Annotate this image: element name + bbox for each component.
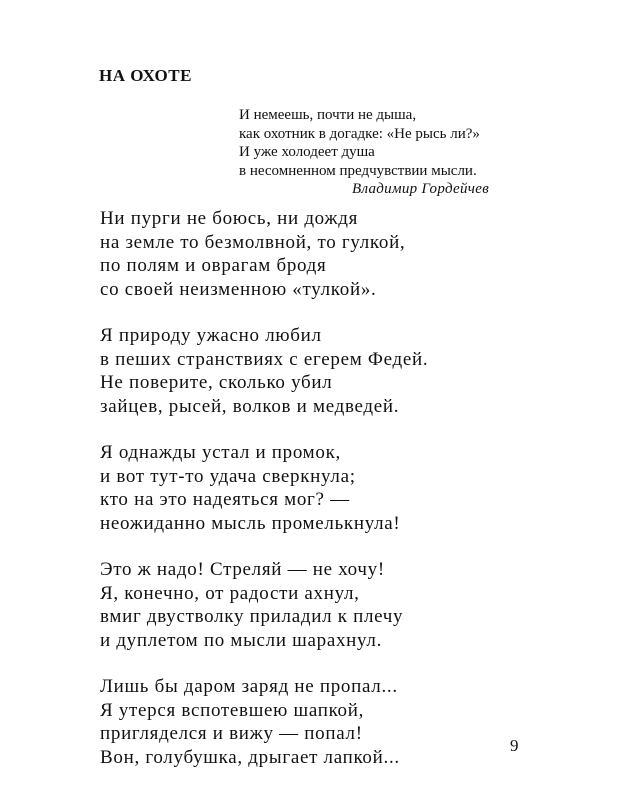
page-number: 9 — [510, 736, 519, 755]
poem-title: НА ОХОТЕ — [99, 66, 192, 85]
poem-line: Ни пурги не боюсь, ни дождя — [100, 208, 359, 229]
poem-line: Не поверите, сколько убил — [100, 372, 333, 393]
poem-line: вмиг двустволку приладил к плечу — [100, 606, 404, 627]
poem-line: Я природу ужасно любил — [100, 325, 322, 346]
stanza — [100, 558, 540, 652]
stanza — [100, 441, 540, 535]
poem-line: со своей неизменною «тулкой». — [100, 278, 377, 300]
epigraph-line: в несомненном предчувствии мысли. — [239, 162, 477, 179]
poem-line: и дуплетом по мысли шарахнул. — [100, 629, 383, 651]
epigraph-line: И немеешь, почти не дыша, — [239, 107, 417, 123]
poem-line: неожиданно мысль промелькнула! — [100, 512, 401, 534]
poem-line: Я, конечно, от радости ахнул, — [100, 582, 360, 604]
stanza — [100, 675, 540, 769]
poem-line: на земле то безмолвной, то гулкой, — [100, 231, 406, 253]
poem-line: Это ж надо! Стреляй — не хочу! — [100, 559, 385, 580]
stanza — [100, 207, 540, 301]
poem-body — [100, 207, 540, 792]
epigraph-line: И уже холодеет душа — [239, 144, 375, 160]
poem-line: пригляделся и вижу — попал! — [100, 723, 363, 744]
epigraph-line: как охотник в догадке: «Не рысь ли?» — [239, 125, 480, 142]
poem-line: Я утерся вспотевшею шапкой, — [100, 699, 365, 721]
poem-line: зайцев, рысей, волков и медведей. — [100, 395, 400, 417]
poem-line: Вон, голубушка, дрыгает лапкой... — [100, 746, 400, 768]
poem-line: и вот тут-то удача сверкнула; — [100, 465, 356, 487]
poem-line: в пеших странствиях с егерем Федей. — [100, 348, 429, 370]
epigraph-author: Владимир Гордейчев — [352, 181, 490, 197]
epigraph — [239, 106, 539, 180]
poem-line: Лишь бы даром заряд не пропал... — [100, 676, 398, 697]
poem-line: Я однажды устал и промок, — [100, 442, 341, 463]
poem-line: кто на это надеяться мог? — — [100, 489, 350, 510]
poem-line: по полям и оврагам бродя — [100, 255, 327, 276]
stanza — [100, 324, 540, 418]
